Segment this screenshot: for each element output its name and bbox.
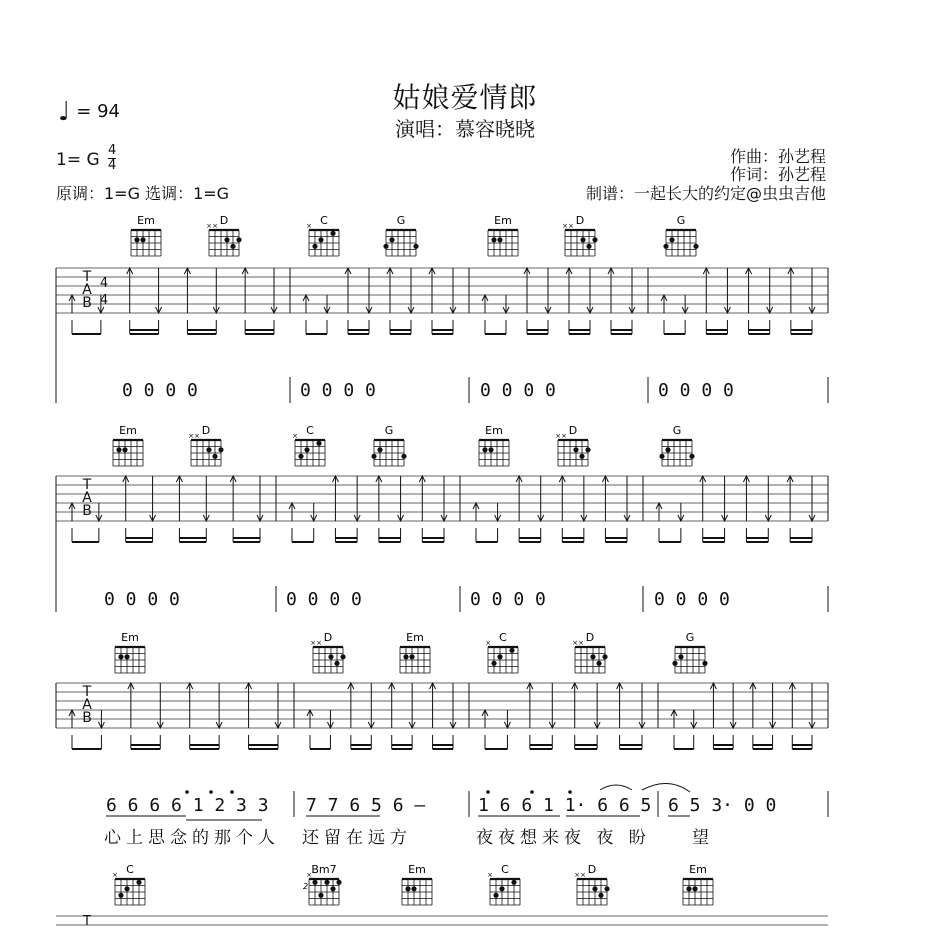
chord-diagram — [206, 214, 242, 256]
tab-clef-letter: B — [82, 710, 92, 726]
chord-name: Bm7 — [311, 863, 337, 876]
finger-dot — [330, 231, 335, 236]
song-title: 姑娘爱情郎 — [392, 81, 538, 114]
finger-dot — [604, 886, 609, 891]
chord-name: Em — [689, 863, 707, 876]
lyricist-credit: 作词：孙艺程 — [729, 165, 826, 184]
chord-diagram — [672, 631, 707, 673]
chord-diagram — [292, 424, 325, 466]
finger-dot — [298, 454, 303, 459]
chord-name: Em — [137, 214, 155, 227]
chord-name: D — [575, 214, 585, 227]
chord-name: C — [499, 631, 507, 644]
arranger-credit: 制谱：一起长大的约定@虫虫吉他 — [585, 184, 826, 203]
finger-dot — [585, 447, 590, 452]
jianpu-high-octave-dot — [185, 790, 189, 794]
chord-diagram — [112, 863, 145, 905]
tab-clef-letter: B — [82, 295, 92, 311]
finger-dot — [212, 454, 217, 459]
chord-name: D — [585, 631, 595, 644]
lyric-line: 夜夜想来夜 夜 盼 — [476, 828, 651, 848]
chord-diagram — [400, 631, 430, 673]
chord-name: G — [384, 424, 394, 437]
muted-string-icon: × — [316, 639, 322, 647]
chord-name: G — [396, 214, 406, 227]
finger-dot — [224, 237, 229, 242]
lyric-line: 望 — [692, 828, 714, 848]
finger-dot — [598, 893, 603, 898]
jianpu-measure: 0 0 0 0 — [286, 589, 362, 610]
lyric-line: 心上思念的那个人 — [104, 828, 280, 848]
chord-name: D — [219, 214, 229, 227]
chord-name: D — [568, 424, 578, 437]
jianpu-measure: 6 6 6 6 1 2 3 3 — [106, 795, 269, 816]
jianpu-measure: 0 0 0 0 — [300, 380, 376, 401]
finger-dot — [411, 886, 416, 891]
finger-dot — [672, 661, 677, 666]
chord-name: G — [676, 214, 686, 227]
finger-dot — [312, 244, 317, 249]
chord-name: G — [685, 631, 695, 644]
muted-string-icon: × — [306, 222, 312, 230]
finger-dot — [509, 648, 514, 653]
chord-name: C — [320, 214, 328, 227]
finger-dot — [230, 244, 235, 249]
finger-dot — [206, 447, 211, 452]
chord-name: D — [587, 863, 597, 876]
jianpu-measure: 0 0 0 0 — [480, 380, 556, 401]
jianpu-measure: 6 5 3· 0 0 — [668, 795, 777, 816]
finger-dot — [678, 654, 683, 659]
chord-diagram — [555, 424, 591, 466]
chord-diagram — [485, 631, 518, 673]
chord-diagram — [383, 214, 418, 256]
finger-dot — [318, 893, 323, 898]
chord-diagram — [487, 863, 520, 905]
muted-string-icon: × — [487, 871, 493, 879]
jianpu-high-octave-dot — [530, 790, 534, 794]
muted-string-icon: × — [568, 222, 574, 230]
finger-dot — [118, 893, 123, 898]
chord-diagram — [683, 863, 713, 905]
finger-dot — [579, 454, 584, 459]
finger-dot — [669, 237, 674, 242]
chord-name: C — [126, 863, 134, 876]
jianpu-measure: 0 0 0 0 — [654, 589, 730, 610]
jianpu-measure: 0 0 0 0 — [470, 589, 546, 610]
muted-string-icon: × — [572, 639, 578, 647]
chord-diagram — [479, 424, 509, 466]
chord-diagram — [572, 631, 608, 673]
finger-dot — [686, 886, 691, 891]
chord-name: Em — [485, 424, 503, 437]
chord-name: C — [501, 863, 509, 876]
finger-dot — [491, 661, 496, 666]
tab-time-bottom: 4 — [99, 293, 109, 308]
jianpu-measure: 0 0 0 0 — [104, 589, 180, 610]
finger-dot — [140, 237, 145, 242]
finger-dot — [586, 244, 591, 249]
finger-dot — [383, 244, 388, 249]
finger-dot — [692, 886, 697, 891]
finger-dot — [663, 244, 668, 249]
chord-diagram — [310, 631, 346, 673]
tab-clef-letter: A — [82, 490, 92, 506]
finger-dot — [482, 447, 487, 452]
jianpu-tie — [642, 783, 690, 792]
jianpu-high-octave-dot — [486, 790, 490, 794]
chord-name: C — [306, 424, 314, 437]
fret-marker: 2 — [303, 882, 309, 891]
finger-dot — [665, 447, 670, 452]
finger-dot — [304, 447, 309, 452]
jianpu-high-octave-dot — [568, 790, 572, 794]
chord-name: D — [323, 631, 333, 644]
jianpu-measure: 7 7 6 5 6 – — [306, 795, 426, 816]
finger-dot — [488, 447, 493, 452]
finger-dot — [491, 237, 496, 242]
muted-string-icon: × — [206, 222, 212, 230]
chord-diagram — [402, 863, 432, 905]
time-signature-bottom: 4 — [108, 158, 117, 173]
key-signature: 1= G — [56, 150, 100, 170]
jianpu-measure: 0 0 0 0 — [658, 380, 734, 401]
muted-string-icon: × — [562, 222, 568, 230]
finger-dot — [580, 237, 585, 242]
tab-clef-letter: A — [82, 697, 92, 713]
finger-dot — [377, 447, 382, 452]
chord-diagram — [371, 424, 406, 466]
tab-clef-letter: B — [82, 503, 92, 519]
jianpu-high-octave-dot — [230, 790, 234, 794]
finger-dot — [693, 244, 698, 249]
jianpu-measure: 0 0 0 0 — [122, 380, 198, 401]
jianpu-high-octave-dot — [209, 790, 213, 794]
finger-dot — [573, 447, 578, 452]
finger-dot — [497, 654, 502, 659]
chord-name: Em — [406, 631, 424, 644]
finger-dot — [499, 886, 504, 891]
chord-name: Em — [408, 863, 426, 876]
finger-dot — [134, 237, 139, 242]
muted-string-icon: × — [574, 871, 580, 879]
finger-dot — [401, 454, 406, 459]
finger-dot — [124, 886, 129, 891]
finger-dot — [409, 654, 414, 659]
muted-string-icon: × — [310, 639, 316, 647]
finger-dot — [413, 244, 418, 249]
chord-name: Em — [494, 214, 512, 227]
tab-clef-letter: A — [82, 282, 92, 298]
finger-dot — [312, 880, 317, 885]
muted-string-icon: × — [194, 432, 200, 440]
tab-clef-letter: T — [82, 684, 92, 700]
chord-name: Em — [121, 631, 139, 644]
chord-diagram — [303, 863, 342, 905]
chord-diagram — [306, 214, 339, 256]
finger-dot — [592, 237, 597, 242]
chord-diagram — [562, 214, 598, 256]
lyric-line: 还留在远方 — [302, 828, 412, 848]
finger-dot — [124, 654, 129, 659]
finger-dot — [316, 441, 321, 446]
original-key: 原调：1=G 选调：1=G — [56, 184, 230, 203]
chord-diagram — [663, 214, 698, 256]
muted-string-icon: × — [212, 222, 218, 230]
chord-diagram — [188, 424, 224, 466]
quarter-note-icon: ♩ — [58, 97, 71, 127]
muted-string-icon: × — [561, 432, 567, 440]
muted-string-icon: × — [112, 871, 118, 879]
finger-dot — [405, 886, 410, 891]
finger-dot — [218, 447, 223, 452]
jianpu-slur — [600, 785, 632, 790]
muted-string-icon: × — [188, 432, 194, 440]
finger-dot — [403, 654, 408, 659]
finger-dot — [116, 447, 121, 452]
composer-credit: 作曲：孙艺程 — [729, 147, 826, 166]
finger-dot — [511, 880, 516, 885]
finger-dot — [371, 454, 376, 459]
chord-name: D — [201, 424, 211, 437]
muted-string-icon: × — [578, 639, 584, 647]
finger-dot — [340, 654, 345, 659]
finger-dot — [602, 654, 607, 659]
finger-dot — [236, 237, 241, 242]
chord-diagram — [659, 424, 694, 466]
chord-name: Em — [119, 424, 137, 437]
finger-dot — [330, 886, 335, 891]
chord-diagram — [113, 424, 143, 466]
finger-dot — [590, 654, 595, 659]
muted-string-icon: × — [292, 432, 298, 440]
chord-diagram — [115, 631, 145, 673]
jianpu-measure: 1 6 6 1 1· 6 6 5 — [478, 795, 652, 816]
tab-clef-letter: T — [82, 477, 92, 493]
chord-name: G — [672, 424, 682, 437]
finger-dot — [336, 880, 341, 885]
tab-clef-letter: T — [83, 914, 91, 929]
finger-dot — [118, 654, 123, 659]
finger-dot — [702, 661, 707, 666]
time-signature-top: 4 — [108, 143, 117, 158]
finger-dot — [389, 237, 394, 242]
muted-string-icon: × — [580, 871, 586, 879]
tab-time-top: 4 — [99, 276, 109, 291]
finger-dot — [596, 661, 601, 666]
finger-dot — [334, 661, 339, 666]
muted-string-icon: × — [555, 432, 561, 440]
singer-credit: 演唱：慕容晓晓 — [395, 117, 535, 141]
finger-dot — [324, 880, 329, 885]
chord-diagram — [131, 214, 161, 256]
finger-dot — [592, 886, 597, 891]
finger-dot — [318, 237, 323, 242]
finger-dot — [493, 893, 498, 898]
finger-dot — [122, 447, 127, 452]
finger-dot — [689, 454, 694, 459]
tempo-value: = 94 — [76, 101, 120, 122]
finger-dot — [328, 654, 333, 659]
tab-clef-letter: T — [82, 269, 92, 285]
finger-dot — [659, 454, 664, 459]
muted-string-icon: × — [485, 639, 491, 647]
chord-diagram — [574, 863, 610, 905]
muted-string-icon: × — [306, 871, 312, 879]
finger-dot — [497, 237, 502, 242]
finger-dot — [136, 880, 141, 885]
chord-diagram — [488, 214, 518, 256]
